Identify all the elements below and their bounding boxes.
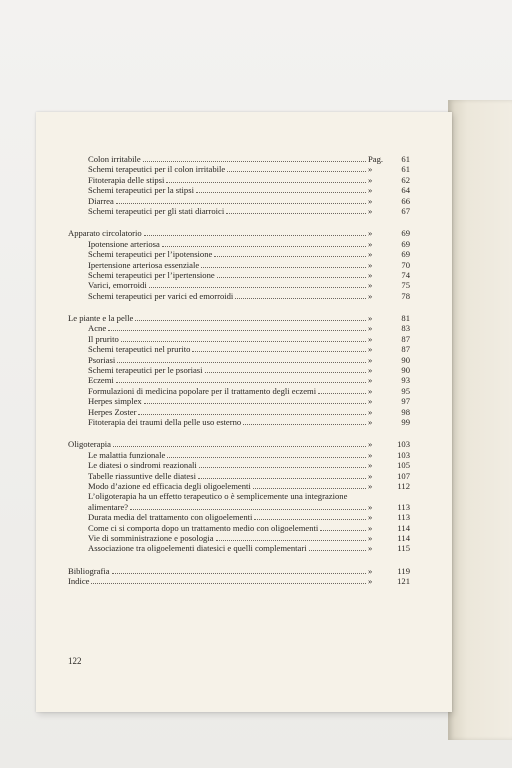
toc-section-heading xyxy=(68,439,410,449)
toc-entry-marker: » xyxy=(368,164,373,175)
toc-entry-page: 107 xyxy=(397,470,410,481)
leader-dots xyxy=(144,396,366,404)
toc-entry-title: Schemi terapeutici per il colon irritabile xyxy=(88,164,226,175)
leader-dots xyxy=(143,154,366,162)
leader-dots xyxy=(201,260,366,268)
toc-entry-marker: » xyxy=(368,185,373,196)
leader-dots xyxy=(320,523,366,531)
toc-entry-title: alimentare? xyxy=(88,501,129,512)
toc-entry-title: Diarrea xyxy=(88,195,114,206)
toc-entry-title: Ipertensione arteriosa essenziale xyxy=(88,259,200,270)
toc-entry xyxy=(68,450,410,460)
toc-entry xyxy=(68,164,410,174)
toc-entry xyxy=(68,270,410,280)
leader-dots xyxy=(309,543,366,551)
toc-entry xyxy=(68,185,410,195)
toc-entry-marker: » xyxy=(368,344,373,355)
toc-entry xyxy=(68,365,410,375)
toc-entry-page: 69 xyxy=(401,238,410,249)
toc-entry xyxy=(68,481,410,491)
toc-entry-marker: » xyxy=(368,470,373,481)
toc-section-heading xyxy=(68,228,410,238)
toc-entry-title: Associazione tra oligoelementi diatesici e quelli complementari xyxy=(88,543,307,554)
leader-dots xyxy=(112,566,366,574)
toc-entry-title: Apparato circolatorio xyxy=(68,228,142,239)
leader-dots xyxy=(167,450,366,458)
toc-entry-page: 97 xyxy=(401,396,410,407)
toc-entry-page: 70 xyxy=(401,259,410,270)
toc-entry-page: 98 xyxy=(401,406,410,417)
toc-entry-marker: » xyxy=(368,406,373,417)
toc-section-heading xyxy=(68,566,410,576)
toc-entry xyxy=(68,375,410,385)
toc-entry-marker: » xyxy=(368,228,373,239)
toc-entry-title: Le diatesi o sindromi reazionali xyxy=(88,460,197,471)
section-gap xyxy=(68,427,410,439)
leader-dots xyxy=(149,280,366,288)
toc-entry-title: Varici, emorroidi xyxy=(88,280,147,291)
toc-entry-marker: » xyxy=(368,195,373,206)
toc-entry xyxy=(68,355,410,365)
toc-entry-title: Acne xyxy=(88,323,107,334)
toc-entry-marker: » xyxy=(368,269,373,280)
toc-entry-page: 112 xyxy=(397,480,410,491)
toc-entry-page: 69 xyxy=(401,249,410,260)
toc-entry-marker: » xyxy=(368,532,373,543)
toc-entry-page: 103 xyxy=(397,449,410,460)
toc-entry-page: 67 xyxy=(401,205,410,216)
toc-entry-title: Le piante e la pelle xyxy=(68,313,134,324)
toc-entry xyxy=(68,417,410,427)
leader-dots xyxy=(253,481,366,489)
leader-dots xyxy=(116,375,366,383)
toc-entry xyxy=(68,154,410,164)
toc-entry-title: Schemi terapeutici per gli stati diarroici xyxy=(88,205,225,216)
leader-dots xyxy=(214,249,366,257)
toc-entry xyxy=(68,280,410,290)
toc-entry-marker: » xyxy=(368,460,373,471)
toc-entry xyxy=(68,396,410,406)
section-gap xyxy=(68,554,410,566)
toc-entry-marker: » xyxy=(368,385,373,396)
toc-entry-marker: » xyxy=(368,333,373,344)
toc-entry xyxy=(68,344,410,354)
page-number: 122 xyxy=(68,656,82,666)
toc-entry-marker: » xyxy=(368,238,373,249)
toc-entry-title: Ipotensione arteriosa xyxy=(88,238,160,249)
toc-entry xyxy=(68,206,410,216)
toc-entry-page: 114 xyxy=(397,522,410,533)
toc-entry xyxy=(68,407,410,417)
toc-entry xyxy=(68,512,410,522)
facing-page-edge xyxy=(448,100,512,740)
leader-dots xyxy=(199,460,366,468)
toc-entry-page: 78 xyxy=(401,290,410,301)
toc-entry-marker: » xyxy=(368,290,373,301)
toc-entry-title: Herpes Zoster xyxy=(88,406,137,417)
toc-entry-marker: » xyxy=(368,365,373,376)
toc-entry-page: 105 xyxy=(397,460,410,471)
toc-entry xyxy=(68,323,410,333)
section-gap xyxy=(68,216,410,228)
toc-entry-page: 75 xyxy=(401,280,410,291)
leader-dots xyxy=(205,365,366,373)
toc-entry xyxy=(68,239,410,249)
toc-entry-page: 81 xyxy=(401,313,410,324)
leader-dots xyxy=(198,471,366,479)
toc-entry xyxy=(68,502,410,512)
leader-dots xyxy=(91,576,366,584)
toc-entry-page: 87 xyxy=(401,344,410,355)
toc-entry-page: 121 xyxy=(397,576,410,587)
toc-section-heading xyxy=(68,313,410,323)
toc-entry-title: Schemi terapeutici per varici ed emorroidi xyxy=(88,290,234,301)
toc-entry-page: 62 xyxy=(401,174,410,185)
leader-dots xyxy=(130,502,366,510)
toc-entry-marker: » xyxy=(368,313,373,324)
toc-entry xyxy=(68,543,410,553)
toc-entry-page: 95 xyxy=(401,385,410,396)
toc-entry-marker: » xyxy=(368,576,373,587)
toc-entry-page: 83 xyxy=(401,323,410,334)
toc-entry-marker: » xyxy=(368,280,373,291)
toc-entry-marker: » xyxy=(368,354,373,365)
toc-entry-title: Modo d’azione ed efficacia degli oligoelementi xyxy=(88,480,251,491)
leader-dots xyxy=(227,164,366,172)
toc-entry-marker: » xyxy=(368,512,373,523)
toc-entry xyxy=(68,291,410,301)
toc-entry xyxy=(68,334,410,344)
toc-entry-title: Fitoterapia delle stipsi xyxy=(88,174,165,185)
toc-entry xyxy=(68,533,410,543)
toc-entry xyxy=(68,175,410,185)
toc-entry-page: 87 xyxy=(401,333,410,344)
toc-entry-marker: » xyxy=(368,543,373,554)
toc-entry xyxy=(68,523,410,533)
leader-dots xyxy=(117,355,366,363)
toc-entry-title: Eczemi xyxy=(88,375,114,386)
toc-entry-page: 69 xyxy=(401,228,410,239)
leader-dots xyxy=(138,407,366,415)
toc-entry-title: Schemi terapeutici per la stipsi xyxy=(88,185,194,196)
leader-dots xyxy=(144,228,366,236)
toc-entry xyxy=(68,471,410,481)
toc-entry-title: Come ci si comporta dopo un trattamento medio con oligoelementi xyxy=(88,522,319,533)
toc-entry-page: 114 xyxy=(397,532,410,543)
section-gap xyxy=(68,301,410,313)
table-of-contents xyxy=(68,154,410,586)
toc-entry-title: Schemi terapeutici per l’ipotensione xyxy=(88,249,213,260)
toc-entry-title: Tabelle riassuntive delle diatesi xyxy=(88,470,196,481)
toc-entry-marker: Pag. xyxy=(368,154,384,164)
toc-entry-title: Durata media del trattamento con oligoelementi xyxy=(88,512,253,523)
leader-dots xyxy=(135,313,366,321)
toc-entry-marker: » xyxy=(368,565,373,576)
leader-dots xyxy=(113,439,366,447)
toc-entry-page: 61 xyxy=(401,164,410,175)
leader-dots xyxy=(243,417,366,425)
toc-entry-marker: » xyxy=(368,249,373,260)
toc-entry-page: 90 xyxy=(401,354,410,365)
toc-entry-title: Indice xyxy=(68,576,90,587)
leader-dots xyxy=(162,239,366,247)
toc-entry-page: 99 xyxy=(401,416,410,427)
toc-entry xyxy=(68,196,410,206)
toc-entry-marker: » xyxy=(368,522,373,533)
toc-entry-page: 64 xyxy=(401,185,410,196)
leader-dots xyxy=(254,512,366,520)
toc-entry-page: 90 xyxy=(401,365,410,376)
toc-entry-title: Schemi terapeutici per le psoriasi xyxy=(88,365,203,376)
leader-dots xyxy=(116,196,366,204)
toc-entry-page: 119 xyxy=(397,565,410,576)
toc-entry-title: Herpes simplex xyxy=(88,396,142,407)
toc-entry-marker: » xyxy=(368,501,373,512)
toc-entry-page: 113 xyxy=(397,501,410,512)
toc-entry-title: Psoriasi xyxy=(88,354,116,365)
leader-dots xyxy=(217,270,366,278)
toc-entry-marker: » xyxy=(368,416,373,427)
leader-dots xyxy=(318,386,366,394)
toc-entry-title: Bibliografia xyxy=(68,565,110,576)
leader-dots xyxy=(121,334,366,342)
toc-entry-marker: » xyxy=(368,396,373,407)
toc-entry-title: Le malattia funzionale xyxy=(88,449,166,460)
leader-dots xyxy=(235,291,366,299)
toc-section-heading xyxy=(68,576,410,586)
toc-entry-page: 74 xyxy=(401,269,410,280)
toc-entry-page: 103 xyxy=(397,439,410,450)
toc-entry-title: Schemi terapeutici per l’ipertensione xyxy=(88,269,215,280)
toc-entry-marker: » xyxy=(368,480,373,491)
toc-entry-marker: » xyxy=(368,259,373,270)
toc-entry-page: 115 xyxy=(397,543,410,554)
toc-entry-title: Oligoterapia xyxy=(68,439,111,450)
toc-entry-marker: » xyxy=(368,174,373,185)
toc-entry-page: 61 xyxy=(401,154,410,164)
toc-entry-title: Colon irritabile xyxy=(88,154,141,164)
toc-entry-marker: » xyxy=(368,205,373,216)
toc-entry-page: 113 xyxy=(397,512,410,523)
leader-dots xyxy=(226,206,366,214)
toc-entry-marker: » xyxy=(368,375,373,386)
toc-entry-marker: » xyxy=(368,439,373,450)
leader-dots xyxy=(216,533,366,541)
toc-entry-title: Schemi terapeutici nel prurito xyxy=(88,344,191,355)
toc-entry-title: Fitoterapia dei traumi della pelle uso esterno xyxy=(88,416,242,427)
leader-dots xyxy=(166,175,366,183)
toc-entry-title: Vie di somministrazione e posologia xyxy=(88,532,214,543)
toc-entry-title-line: L’oligoterapia ha un effetto terapeutico o è semplicemente una integrazione xyxy=(88,491,348,502)
toc-entry-page: 66 xyxy=(401,195,410,206)
leader-dots xyxy=(196,185,366,193)
toc-entry-page: 93 xyxy=(401,375,410,386)
toc-entry-marker: » xyxy=(368,449,373,460)
leader-dots xyxy=(192,344,366,352)
toc-entry xyxy=(68,260,410,270)
toc-entry-title: Il prurito xyxy=(88,333,119,344)
toc-entry-title: Formulazioni di medicina popolare per il trattamento degli eczemi xyxy=(88,385,317,396)
toc-entry-marker: » xyxy=(368,323,373,334)
toc-entry xyxy=(68,460,410,470)
leader-dots xyxy=(108,323,366,331)
toc-entry xyxy=(68,386,410,396)
toc-entry xyxy=(68,249,410,259)
